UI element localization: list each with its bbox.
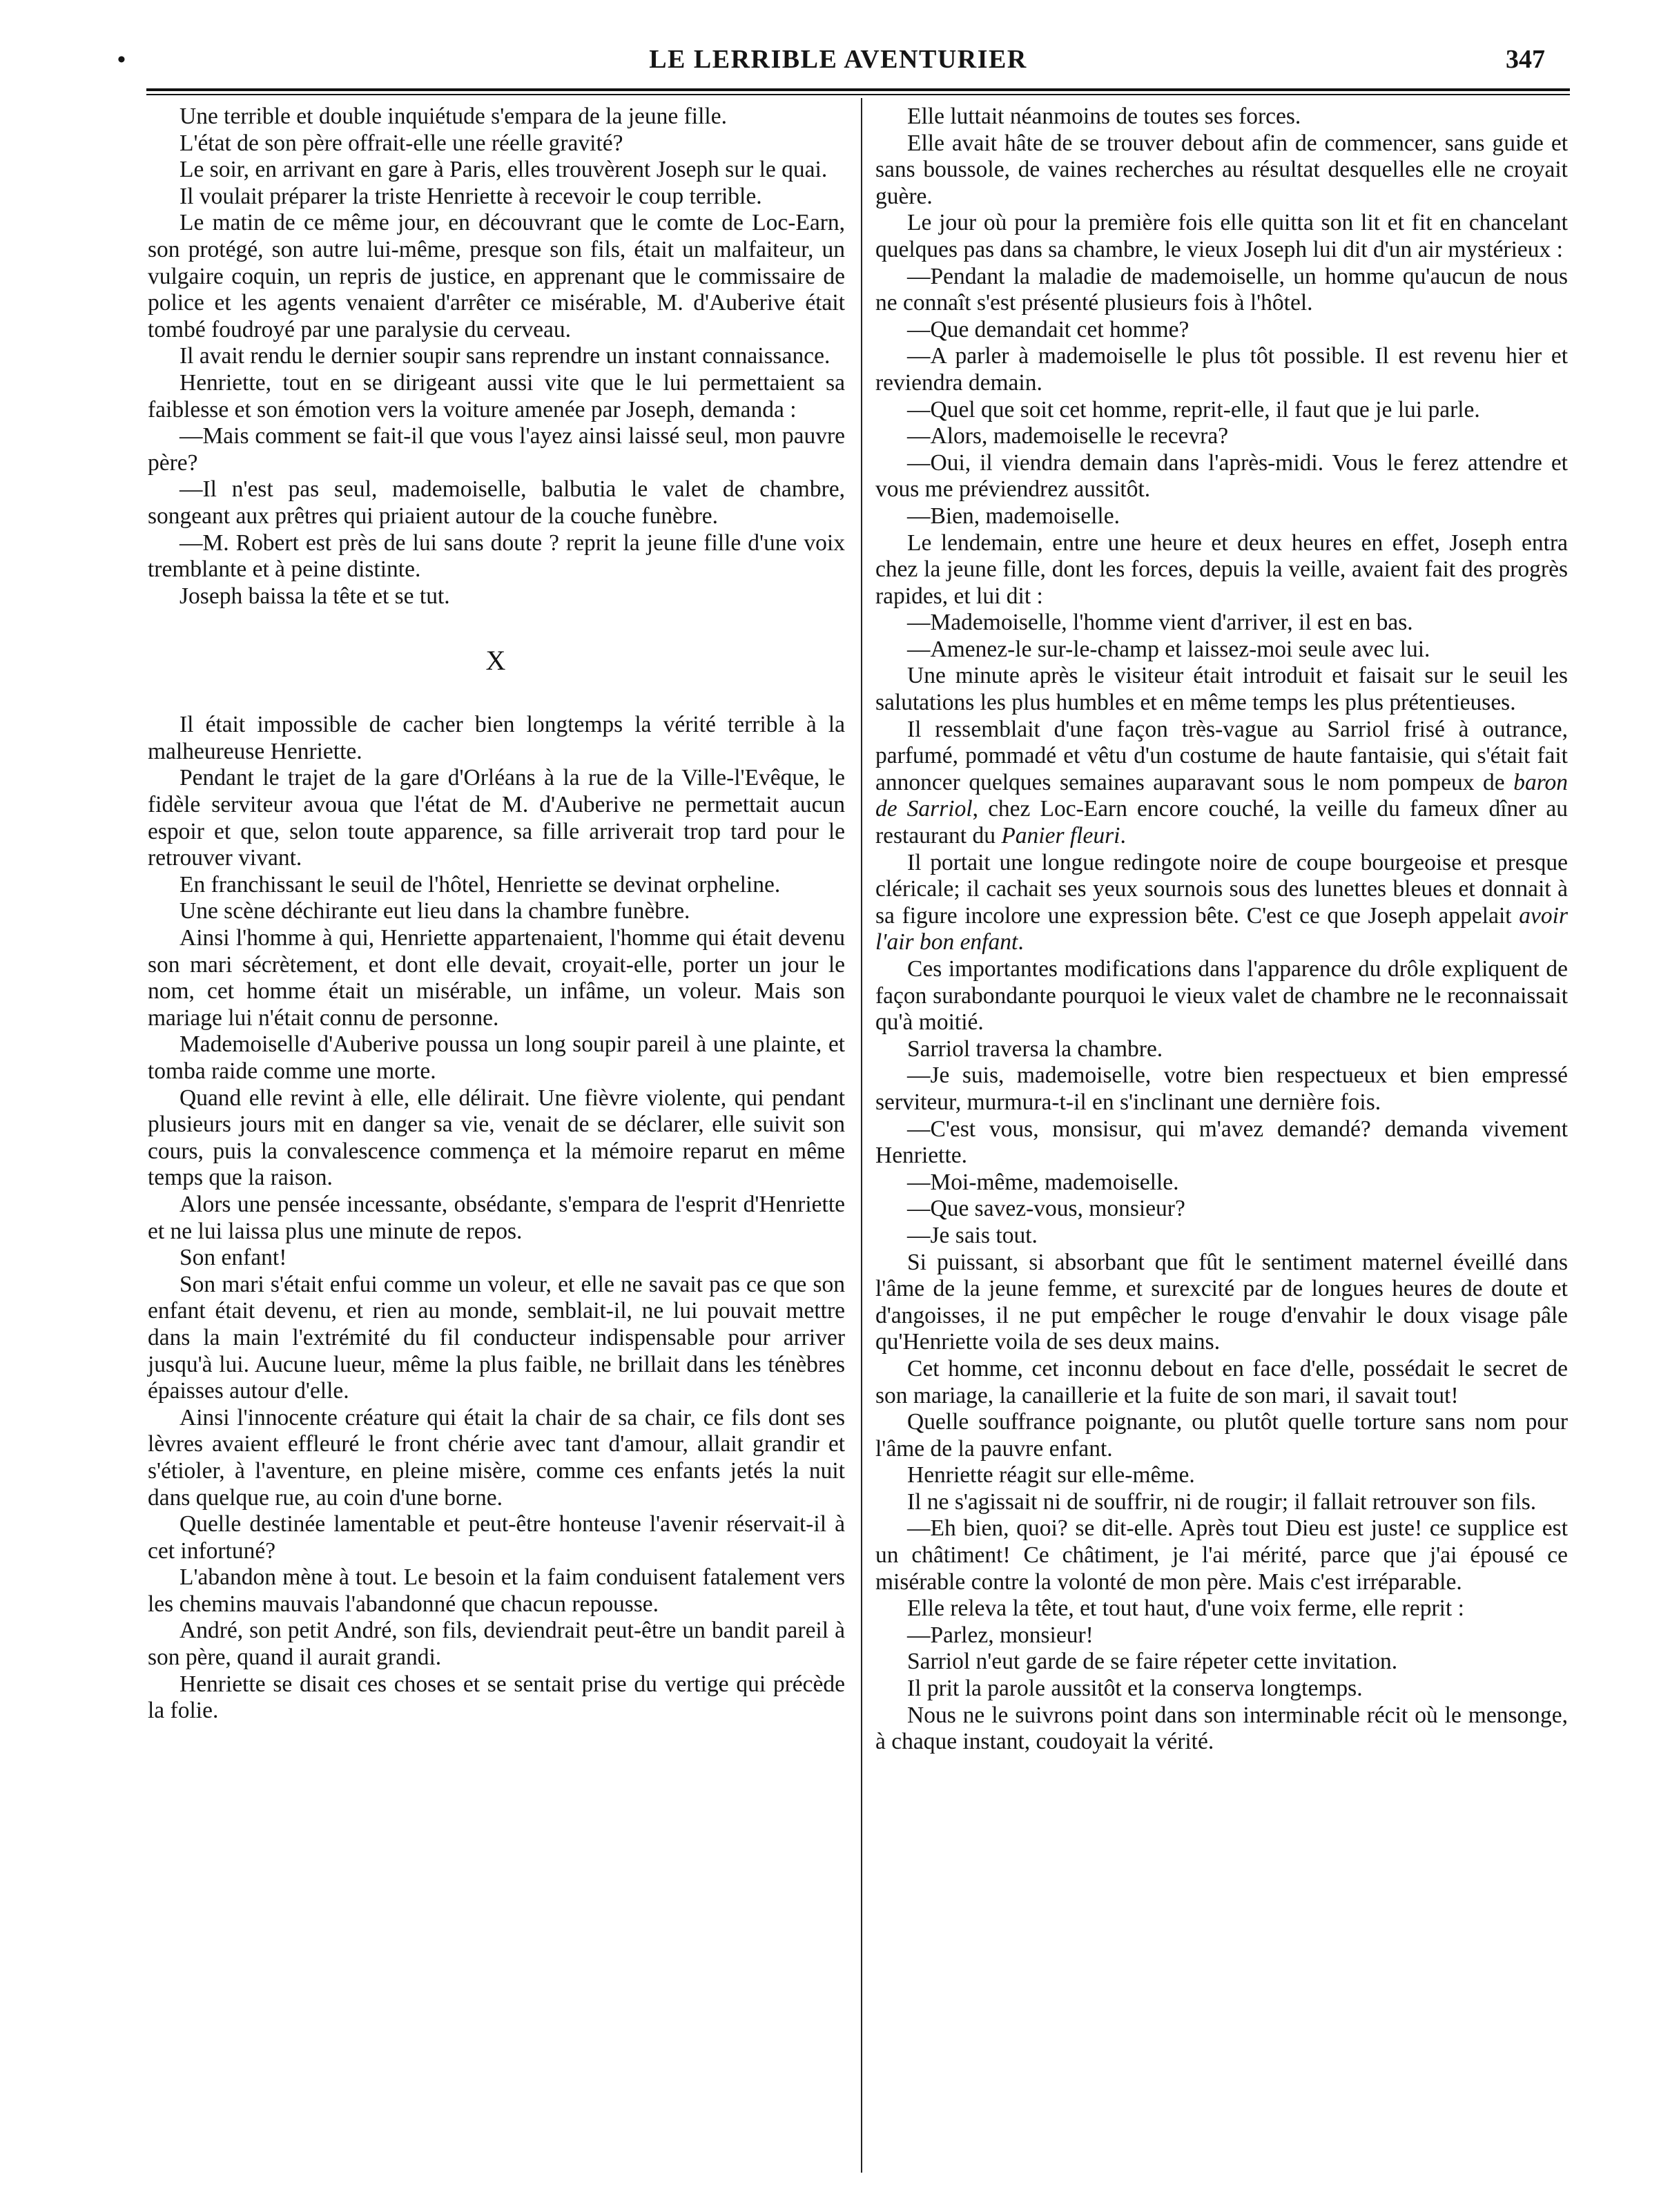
paragraph: Si puissant, si absorbant que fût le sentiment maternel éveillé dans l'âme de la jeune femme, et surexcité par de longues heures de doute et d'angoisses, il ne put empêcher le rouge d'envahir le doux visage pâle qu'Henriette voila de ses deux mains. xyxy=(875,1249,1568,1355)
paragraph: Le lendemain, entre une heure et deux heures en effet, Joseph entra chez la jeune fille, dont les forces, depuis la veille, avaient fait des progrès rapides, et lui dit : xyxy=(875,530,1568,609)
paragraph: —Je suis, mademoiselle, votre bien respectueux et bien empressé serviteur, murmura-t-il en s'inclinant une dernière fois. xyxy=(875,1063,1568,1115)
paragraph: —Que savez-vous, monsieur? xyxy=(907,1196,1185,1222)
paragraph: —Parlez, monsieur! xyxy=(907,1622,1094,1648)
paragraph: Henriette se disait ces choses et se sentait prise du vertige qui précède la folie. xyxy=(148,1671,845,1724)
header-rule-thick xyxy=(146,88,1570,91)
paragraph: Quelle souffrance poignante, ou plutôt quelle torture sans nom pour l'âme de la pauvre enfant. xyxy=(875,1409,1568,1462)
paragraph: Une minute après le visiteur était introduit et faisait sur le seuil les salutations les plus humbles et en même temps les plus prétentieuses. xyxy=(875,663,1568,716)
text-span: , chez Loc-Earn encore couché, la veille du fameux dîner au restaurant du xyxy=(875,796,1568,849)
paragraph: —Il n'est pas seul, mademoiselle, balbutia le valet de chambre, songeant aux prêtres qui priaient autour de la couche funèbre. xyxy=(148,476,845,529)
paragraph: —Mais comment se fait-il que vous l'ayez ainsi laissé seul, mon pauvre père? xyxy=(148,423,845,476)
left-paragraphs-after xyxy=(148,712,845,1725)
paragraph: —Oui, il viendra demain dans l'après-midi. Vous le ferez attendre et vous me préviendrez aussitôt. xyxy=(875,449,1568,503)
paragraph: Sarriol n'eut garde de se faire répeter cette invitation. xyxy=(907,1649,1398,1675)
paragraph: —Quel que soit cet homme, reprit-elle, il faut que je lui parle. xyxy=(907,396,1480,423)
paragraph: Cet homme, cet inconnu debout en face d'elle, possédait le secret de son mariage, la canaillerie et la fuite de son mari, il savait tout! xyxy=(875,1355,1568,1408)
text-span: . xyxy=(1120,823,1126,849)
paragraph: Il voulait préparer la triste Henriette à recevoir le coup terrible. xyxy=(179,183,762,209)
right-column xyxy=(875,104,1568,1756)
paragraph: Ainsi l'homme à qui, Henriette appartenaient, l'homme qui était devenu son mari sécrètement, et dont elle devait, croyait-elle, porter un jour le nom, cet homme était un misérable, un infâme, un voleur. Mais son mariage lui n'était connu de personne. xyxy=(148,925,845,1031)
paragraph: Joseph baissa la tête et se tut. xyxy=(179,583,450,609)
paragraph: Quelle destinée lamentable et peut-être honteuse l'avenir réservait-il à cet infortuné? xyxy=(148,1511,845,1564)
paragraph-sarriol-description xyxy=(875,717,1568,850)
right-paragraphs-a xyxy=(875,104,1568,717)
paragraph: Mademoiselle d'Auberive poussa un long soupir pareil à une plainte, et tomba raide comme une morte. xyxy=(148,1031,845,1084)
paragraph: Alors une pensée incessante, obsédante, s'empara de l'esprit d'Henriette et ne lui laissa plus une minute de repos. xyxy=(148,1191,845,1244)
text-span: Il ressemblait d'une façon très-vague au Sarriol frisé à outrance, parfumé, pommadé et vêtu d'un costume de haute fantaisie, qui s'était fait annoncer quelques semaines auparavant sous le nom pompeux de xyxy=(875,716,1568,795)
paragraph: —Eh bien, quoi? se dit-elle. Après tout Dieu est juste! ce supplice est un châtiment! Ce châtiment, je l'ai mérité, parce que j'ai épousé ce misérable contre la volonté de mon père. Mais c'est irréparable. xyxy=(875,1515,1568,1595)
paragraph: En franchissant le seuil de l'hôtel, Henriette se devinat orpheline. xyxy=(179,871,781,898)
page-header xyxy=(117,40,1559,81)
italic-title-baron: baron de Sarriol xyxy=(875,769,1568,822)
paragraph: Il était impossible de cacher bien longtemps la vérité terrible à la malheureuse Henriette. xyxy=(148,712,845,764)
paragraph-redingote xyxy=(875,850,1568,956)
paragraph: Sarriol traversa la chambre. xyxy=(907,1036,1163,1062)
italic-restaurant-name: Panier fleuri xyxy=(1001,823,1120,849)
page-number: 347 xyxy=(1506,45,1545,74)
paragraph: Son enfant! xyxy=(179,1245,287,1271)
paragraph: —Je sais tout. xyxy=(907,1222,1038,1248)
running-title: LE LERRIBLE AVENTURIER xyxy=(649,45,1027,74)
paragraph: —Pendant la maladie de mademoiselle, un homme qu'aucun de nous ne connaît s'est présenté plusieurs fois à l'hôtel. xyxy=(875,263,1568,316)
paragraph: Il ne s'agissait ni de souffrir, ni de rougir; il fallait retrouver son fils. xyxy=(907,1488,1537,1515)
chapter-heading: X xyxy=(485,645,507,677)
text-span: Il portait une longue redingote noire de coupe bourgeoise et presque cléricale; il cachait ses yeux sournois sous des lunettes bleues et donnait à sa figure incolore une expression bête. C'est ce que Joseph appelait xyxy=(875,849,1568,929)
paragraph: Une scène déchirante eut lieu dans la chambre funèbre. xyxy=(179,898,690,924)
paragraph: Son mari s'était enfui comme un voleur, et elle ne savait pas ce que son enfant était devenu, et rien au monde, semblait-il, ne lui pouvait mettre dans la main l'extrémité du fil conducteur indispensable pour arriver jusqu'à lui. Aucune lueur, même la plus faible, ne brillait dans les ténèbres épaisses autour d'elle. xyxy=(148,1271,845,1404)
left-paragraphs-before xyxy=(148,104,845,610)
paragraph: Ainsi l'innocente créature qui était la chair de sa chair, ce fils dont ses lèvres avaient effleuré le front chérie avec tant d'amour, allait grandir et s'étioler, à l'aventure, en pleine misère, comme ces enfants jetés la nuit dans quelque rue, au coin d'une borne. xyxy=(148,1404,845,1511)
paragraph: Le matin de ce même jour, en découvrant que le comte de Loc-Earn, son protégé, son autre lui-même, presque son fils, était un malfaiteur, un vulgaire coquin, un repris de justice, en apprenant que le commissaire de police et les agents venaient d'arrêter ce misérable, M. d'Auberive était tombé foudroyé par une paralysie du cerveau. xyxy=(148,210,845,342)
paragraph: Elle releva la tête, et tout haut, d'une voix ferme, elle reprit : xyxy=(907,1595,1464,1622)
paragraph: Elle luttait néanmoins de toutes ses forces. xyxy=(907,104,1301,129)
paragraph: Le soir, en arrivant en gare à Paris, elles trouvèrent Joseph sur le quai. xyxy=(179,157,828,183)
paragraph: —Alors, mademoiselle le recevra? xyxy=(907,423,1229,449)
paragraph: —A parler à mademoiselle le plus tôt possible. Il est revenu hier et reviendra demain. xyxy=(875,343,1568,396)
paragraph: Quand elle revint à elle, elle délirait. Une fièvre violente, qui pendant plusieurs jours mit en danger sa vie, venait de se déclarer, elle suivit son cours, puis la convalescence commença et la mémoire reparut en même temps que la raison. xyxy=(148,1085,845,1191)
left-column xyxy=(148,104,845,1725)
italic-phrase: avoir l'air bon enfant xyxy=(875,902,1568,955)
header-bullet: • xyxy=(117,47,126,72)
paragraph: Ces importantes modifications dans l'apparence du drôle expliquent de façon surabondante pourquoi le vieux valet de chambre ne le reconnaissait qu'à moitié. xyxy=(875,956,1568,1036)
paragraph: —Amenez-le sur-le-champ et laissez-moi seule avec lui. xyxy=(907,636,1430,662)
paragraph: Nous ne le suivrons point dans son interminable récit où le mensonge, à chaque instant, coudoyait la vérité. xyxy=(875,1702,1568,1755)
paragraph: —C'est vous, monsisur, qui m'avez demandé? demanda vivement Henriette. xyxy=(875,1116,1568,1169)
paragraph: L'état de son père offrait-elle une réelle gravité? xyxy=(179,130,623,156)
paragraph: Il prit la parole aussitôt et la conserva longtemps. xyxy=(907,1676,1363,1702)
paragraph: Elle avait hâte de se trouver debout afin de commencer, sans guide et sans boussole, de vaines recherches au résultat desquelles elle ne croyait guère. xyxy=(875,130,1568,209)
text-span: . xyxy=(1018,929,1024,955)
paragraph: Pendant le trajet de la gare d'Orléans à la rue de la Ville-l'Evêque, le fidèle serviteur avoua que l'état de M. d'Auberive ne permettait aucun espoir et que, selon toute apparence, sa fille arriverait trop tard pour le retrouver vivant. xyxy=(148,765,845,871)
paragraph: Le jour où pour la première fois elle quitta son lit et fit en chancelant quelques pas dans sa chambre, le vieux Joseph lui dit d'un air mystérieux : xyxy=(875,210,1568,262)
paragraph: L'abandon mène à tout. Le besoin et la faim conduisent fatalement vers les chemins mauvais l'abandonné que chacun repousse. xyxy=(148,1564,845,1617)
header-rule-thin xyxy=(146,94,1570,95)
paragraph: —Que demandait cet homme? xyxy=(907,316,1190,342)
column-divider xyxy=(861,98,862,2173)
paragraph: André, son petit André, son fils, deviendrait peut-être un bandit pareil à son père, quand il aurait grandi. xyxy=(148,1618,845,1671)
paragraph: —Moi-même, mademoiselle. xyxy=(907,1169,1179,1195)
paragraph: —Mademoiselle, l'homme vient d'arriver, il est en bas. xyxy=(907,610,1413,636)
paragraph: Henriette réagit sur elle-même. xyxy=(907,1462,1195,1488)
right-paragraphs-b xyxy=(875,956,1568,1756)
paragraph: —M. Robert est près de lui sans doute ? reprit la jeune fille d'une voix tremblante et à peine distinte. xyxy=(148,530,845,583)
paragraph: —Bien, mademoiselle. xyxy=(907,503,1120,529)
paragraph: Une terrible et double inquiétude s'empara de la jeune fille. xyxy=(179,104,727,129)
paragraph: Henriette, tout en se dirigeant aussi vite que le lui permettaient sa faiblesse et son émotion vers la voiture amenée par Joseph, demanda : xyxy=(148,369,845,423)
paragraph: Il avait rendu le dernier soupir sans reprendre un instant connaissance. xyxy=(179,343,831,369)
